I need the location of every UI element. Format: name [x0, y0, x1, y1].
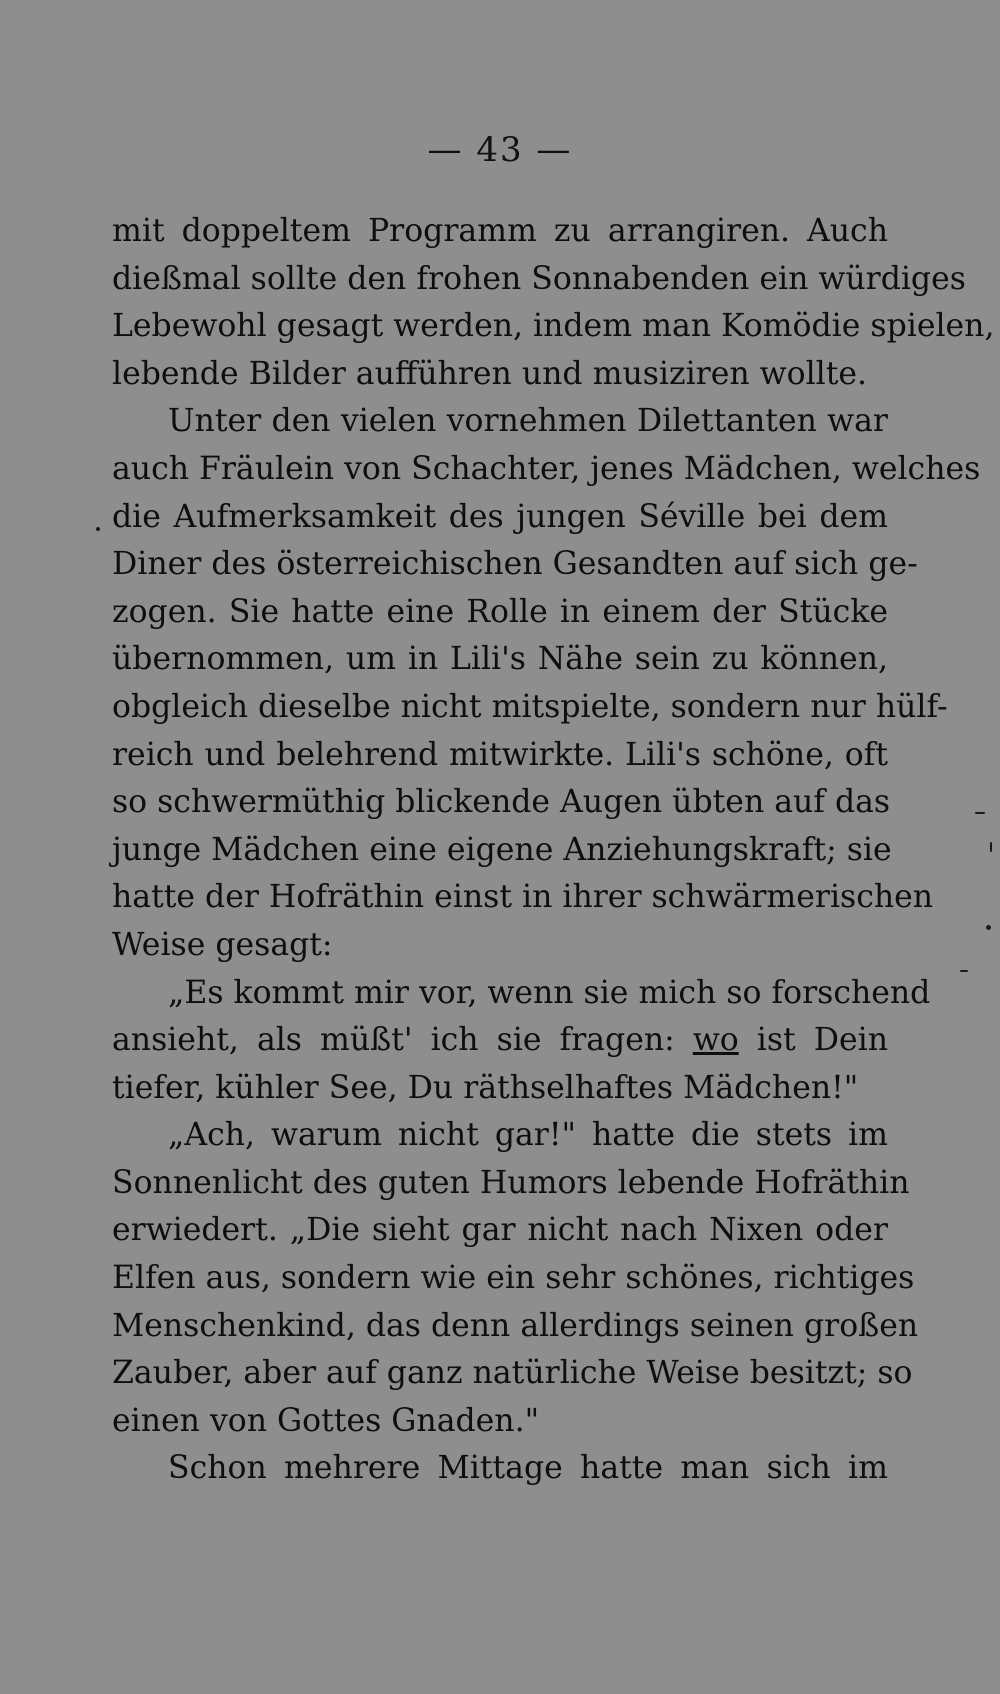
- text-line: Elfen aus, sondern wie ein sehr schönes, richtiges: [112, 1260, 915, 1297]
- body-text: [112, 208, 995, 1493]
- text-line: die Aufmerksamkeit des jungen Séville bei dem: [112, 498, 888, 535]
- print-speck: [975, 812, 985, 814]
- text-line: so schwermüthig blickende Augen übten auf das: [112, 784, 891, 821]
- text-line: Weise gesagt:: [112, 926, 333, 963]
- paragraph-start-line: „Ach, warum nicht gar!" hatte die stets im: [168, 1117, 888, 1154]
- text-line: reich und belehrend mitwirkte. Lili's schöne, oft: [112, 736, 888, 773]
- text-line: Diner des österreichischen Gesandten auf sich ge-: [112, 546, 918, 583]
- text-line: junge Mädchen eine eigene Anziehungskraft; sie: [112, 831, 892, 868]
- text-line: Zauber, aber auf ganz natürliche Weise besitzt; so: [112, 1355, 913, 1392]
- text-line: zogen. Sie hatte eine Rolle in einem der Stücke: [112, 593, 888, 630]
- print-speck: [960, 970, 968, 972]
- text-line: tiefer, kühler See, Du räthselhaftes Mädchen!": [112, 1069, 859, 1106]
- text-line: Lebewohl gesagt werden, indem man Komödie spielen,: [112, 308, 995, 345]
- text-line: obgleich dieselbe nicht mitspielte, sondern nur hülf-: [112, 688, 948, 725]
- page-number: — 43 —: [427, 130, 573, 170]
- text-segment: ist Dein: [756, 1022, 888, 1059]
- text-line: dießmal sollte den frohen Sonnabenden ein würdiges: [112, 260, 966, 297]
- text-line: mit doppeltem Programm zu arrangiren. Auch: [112, 213, 888, 249]
- paragraph-start-line: „Es kommt mir vor, wenn sie mich so forschend: [168, 974, 931, 1011]
- text-line: erwiedert. „Die sieht gar nicht nach Nixen oder: [112, 1212, 888, 1249]
- text-segment: ansieht, als müßt' ich sie fragen:: [112, 1022, 675, 1059]
- paragraph-start-line: Schon mehrere Mittage hatte man sich im: [168, 1450, 888, 1487]
- print-speck: [96, 527, 100, 531]
- text-line: übernommen, um in Lili's Nähe sein zu können,: [112, 641, 888, 678]
- text-line: [112, 1017, 888, 1065]
- text-line: Menschenkind, das denn allerdings seinen großen: [112, 1307, 919, 1344]
- text-line: auch Fräulein von Schachter, jenes Mädchen, welches: [112, 450, 981, 487]
- paragraph-start-line: Unter den vielen vornehmen Dilettanten war: [168, 403, 888, 440]
- text-line: Sonnenlicht des guten Humors lebende Hofräthin: [112, 1164, 910, 1201]
- text-line: hatte der Hofräthin einst in ihrer schwärmerischen: [112, 879, 934, 916]
- text-line: lebende Bilder aufführen und musiziren wollte.: [112, 355, 868, 392]
- print-speck: [986, 925, 991, 930]
- print-speck: [990, 842, 992, 852]
- underlined-word: wo: [692, 1022, 739, 1059]
- text-line: einen von Gottes Gnaden.": [112, 1402, 540, 1439]
